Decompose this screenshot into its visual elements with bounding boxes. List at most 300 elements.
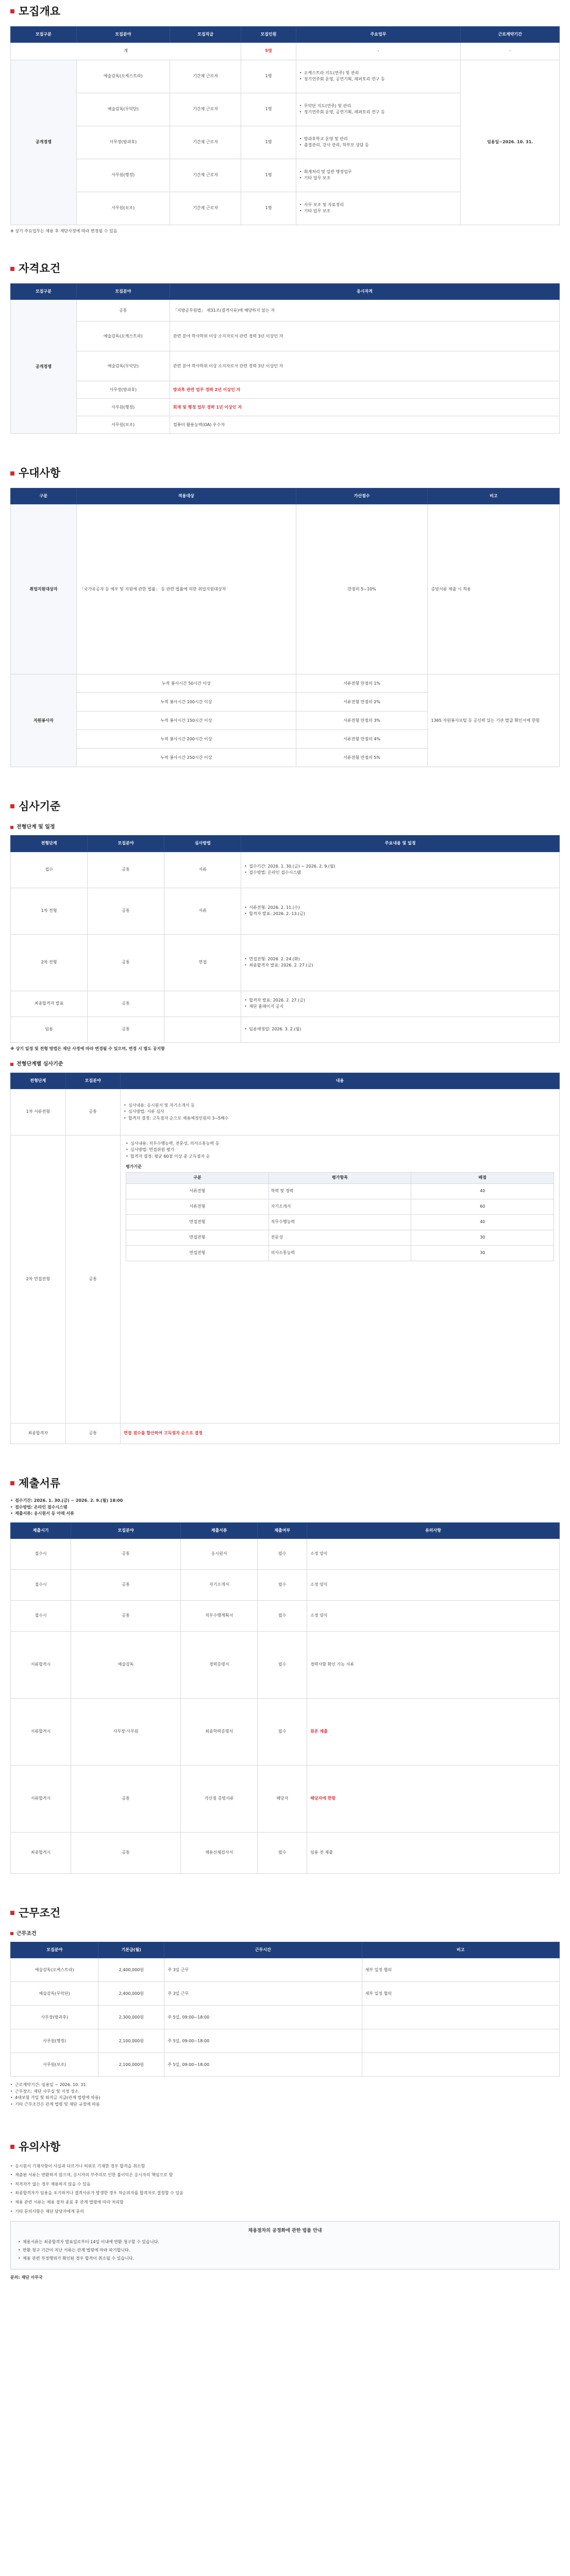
- table-row: [11, 934, 560, 991]
- cell: 필수: [258, 1631, 307, 1698]
- th: 근무시간: [164, 1942, 362, 1958]
- table-row: [11, 1089, 560, 1135]
- cell: 2,300,000원: [98, 2006, 164, 2029]
- cell: 공통: [71, 1538, 181, 1569]
- list-item: • 제출서류: 응시원서 등 아래 서류: [10, 1511, 560, 1517]
- field-cell: 공통: [88, 934, 164, 991]
- total-label: 계: [11, 42, 241, 60]
- list-item: • 심사방법: 서류 심사: [124, 1109, 556, 1115]
- th: 전형단계: [11, 836, 88, 852]
- cell: [362, 2053, 559, 2077]
- cell: 서류전형: [126, 1199, 269, 1214]
- table-row: [11, 1832, 560, 1873]
- cell: 주 5일, 09:00~18:00: [164, 2006, 362, 2029]
- text-cell: 방과후 관련 업무 경력 2년 이상인 자: [170, 381, 559, 399]
- list-item: • 최종합격자 발표: 2026. 2. 27.(금): [244, 962, 556, 969]
- table-row: [11, 1631, 560, 1698]
- stage-cell: 임용: [11, 1016, 88, 1042]
- text-cell: 컴퓨터 활용능력(OA) 우수자: [170, 416, 559, 434]
- eval-title: 평가기준: [126, 1164, 142, 1170]
- rank-cell: 기간제 근로자: [170, 93, 241, 126]
- num-cell: 1명: [241, 192, 296, 225]
- subsection-title: [10, 1060, 560, 1069]
- cell: 자기소개서: [181, 1569, 258, 1600]
- list-item: • 기타 업무 보조: [299, 208, 458, 214]
- cell: 해당자: [258, 1765, 307, 1832]
- items-cell: [241, 991, 560, 1016]
- tasks-cell: [296, 93, 461, 126]
- tasks-cell: [296, 126, 461, 159]
- list-item: • 서류전형: 2026. 2. 11.(수): [244, 905, 556, 911]
- stage-cell: 접수: [11, 852, 88, 888]
- cell: 30: [411, 1230, 554, 1245]
- table-row: [11, 2006, 560, 2029]
- field-cell: 사무원(행정): [76, 159, 170, 192]
- cell: 40: [411, 1214, 554, 1230]
- list-item: • 근무장소: 재단 사무실 및 지정 장소: [10, 2089, 560, 2095]
- list-item: • 무악단 지도(연주) 및 관리: [299, 103, 458, 109]
- table-row: [126, 1214, 554, 1230]
- section-title: [10, 798, 560, 815]
- table-row: [11, 416, 560, 434]
- th: 적용대상: [76, 488, 296, 504]
- cell: 2,100,000원: [98, 2053, 164, 2077]
- cell: 예술감독(오케스트라): [11, 1958, 98, 1982]
- field-cell: 사무원(보조): [76, 192, 170, 225]
- th: 가산점수: [296, 488, 428, 504]
- th: 제출시기: [11, 1522, 71, 1538]
- table-row: [11, 1423, 560, 1444]
- section-title-text: 자격요건: [19, 262, 61, 275]
- list-item: • 제출된 서류는 반환하지 않으며, 응시자의 부주의로 인한 불이익은 응시자의 책임으로 함: [10, 2171, 560, 2180]
- cell: 2,400,000원: [98, 1958, 164, 1982]
- overview-table: [10, 26, 560, 225]
- table-row: [11, 1569, 560, 1600]
- list-item: • 기타 업무 보조: [299, 175, 458, 181]
- list-item: • 4대보험 가입 및 퇴직금 지급(관계 법령에 따름): [10, 2095, 560, 2101]
- square-bullet-icon: [10, 471, 14, 476]
- items-cell: [241, 934, 560, 991]
- th: 제출서류: [181, 1522, 258, 1538]
- table-row: [126, 1183, 554, 1199]
- table-row: [11, 888, 560, 934]
- footnote: ※ 상기 주요업무는 채용 후 재단사정에 따라 변경될 수 있음: [10, 228, 118, 233]
- items-cell: 면접 점수를 합산하여 고득점자 순으로 결정: [121, 1423, 560, 1444]
- section-title-text: 제출서류: [19, 1477, 61, 1489]
- table-row: [11, 351, 560, 381]
- section-documents: [10, 1475, 560, 1874]
- cell: -: [461, 42, 560, 60]
- subsection-title: [10, 1930, 560, 1938]
- method-cell: 서류: [164, 852, 241, 888]
- field-cell: 공통: [65, 1089, 121, 1135]
- method-cell: [164, 1016, 241, 1042]
- items-cell: [241, 1016, 560, 1042]
- th: 내용: [121, 1073, 560, 1089]
- list-item: • 임용예정일: 2026. 3. 2.(월): [244, 1026, 556, 1032]
- cell: 응시원서: [181, 1538, 258, 1569]
- cell: 서류합격시: [11, 1698, 71, 1765]
- points-cell: 서류전형 만점의 2%: [296, 693, 428, 711]
- th: 주요업무: [296, 26, 461, 42]
- th: 모집인원: [241, 26, 296, 42]
- cell: 채용신체검사서: [181, 1832, 258, 1873]
- field-cell: 사무장(방과후): [76, 126, 170, 159]
- points-cell: 서류전형 만점의 1%: [296, 674, 428, 693]
- cell: 면접전형: [126, 1214, 269, 1230]
- list-item: • 사무 보조 및 자료정리: [299, 202, 458, 208]
- square-bullet-icon: [10, 804, 14, 808]
- subsection-title-text: 전형단계별 심사기준: [16, 1061, 63, 1067]
- table-row: [11, 1135, 560, 1423]
- points-cell: 서류전형 만점의 3%: [296, 711, 428, 730]
- cell: 필수: [258, 1569, 307, 1600]
- cell: 임용 전 제출: [307, 1832, 560, 1873]
- field-cell: 예술감독(오케스트라): [76, 321, 170, 351]
- points-cell: 만점의 5~10%: [296, 504, 428, 674]
- items-cell: [241, 852, 560, 888]
- rank-cell: 기간제 근로자: [170, 60, 241, 93]
- rank-cell: 기간제 근로자: [170, 192, 241, 225]
- list-item: • 오케스트라 지도(연주) 및 관리: [299, 70, 458, 76]
- cell: 세부 일정 협의: [362, 1958, 559, 1982]
- field-cell: 공통: [88, 991, 164, 1016]
- table-row: [11, 300, 560, 321]
- cell: 전문성: [269, 1230, 411, 1245]
- table-row: [11, 1958, 560, 1982]
- section-title: [10, 465, 560, 482]
- contract-cell: 임용일~2026. 10. 31.: [461, 60, 560, 225]
- field-cell: 예술감독(오케스트라): [76, 60, 170, 93]
- th: 배점: [411, 1173, 554, 1183]
- bullet-icon: [10, 826, 13, 829]
- cell: 소정 양식: [307, 1538, 560, 1569]
- cell: 직무수행계획서: [181, 1600, 258, 1631]
- subsection-title: [10, 823, 560, 832]
- th: 모집분야: [76, 26, 170, 42]
- cell: 해당자에 한함: [307, 1765, 560, 1832]
- th: 모집분야: [88, 836, 164, 852]
- category-cell: 취업지원대상자: [11, 504, 77, 674]
- cell: [362, 2029, 559, 2053]
- points-cell: 서류전형 만점의 5%: [296, 749, 428, 767]
- conditions-notes: [10, 2082, 560, 2108]
- section-title: [10, 1475, 560, 1492]
- field-cell: 예술감독(무악단): [76, 351, 170, 381]
- tasks-cell: [296, 60, 461, 93]
- field-cell: 공통: [65, 1423, 121, 1444]
- th: 주요내용 및 일정: [241, 836, 560, 852]
- cell: 세부 일정 협의: [362, 1982, 559, 2006]
- cell: 공통: [71, 1600, 181, 1631]
- notice-box: [10, 2221, 560, 2269]
- table-row: [11, 1016, 560, 1042]
- target-cell: 누적 봉사시간 100시간 이상: [76, 693, 296, 711]
- bullet-icon: [10, 1932, 13, 1935]
- th: 모집분야: [71, 1522, 181, 1538]
- th: 심사방법: [164, 836, 241, 852]
- stages-table: [10, 835, 560, 1042]
- total-count: 5명: [241, 42, 296, 60]
- cell: 서류합격시: [11, 1765, 71, 1832]
- cell: 경력사항 확인 가능 서류: [307, 1631, 560, 1698]
- list-item: • 반환 청구 기간이 지난 서류는 관계 법령에 따라 파기합니다.: [18, 2246, 552, 2255]
- num-cell: 1명: [241, 159, 296, 192]
- cell: 사무장(방과후): [11, 2006, 98, 2029]
- cell: 예술감독(무악단): [11, 1982, 98, 2006]
- cell: [362, 2006, 559, 2029]
- stage-cell: 1차 전형: [11, 888, 88, 934]
- cell: 직무수행능력: [269, 1214, 411, 1230]
- th: 평가항목: [269, 1173, 411, 1183]
- num-cell: 1명: [241, 93, 296, 126]
- list-item: • 면접전형: 2026. 2. 24.(화): [244, 956, 556, 962]
- preferences-table: [10, 488, 560, 767]
- stage-cell: 1차 서류전형: [11, 1089, 66, 1135]
- target-cell: 누적 봉사시간 150시간 이상: [76, 711, 296, 730]
- method-cell: 면접: [164, 934, 241, 991]
- qualifications-table: [10, 283, 560, 434]
- square-bullet-icon: [10, 2145, 14, 2149]
- cell: 공통: [71, 1832, 181, 1873]
- text-cell: 회계 및 행정 업무 경력 1년 이상인 자: [170, 399, 559, 416]
- field-cell: 사무원(보조): [76, 416, 170, 434]
- list-item: • 채용서류는 최종합격자 발표일로부터 14일 이내에 반환 청구할 수 있습니다.: [18, 2238, 552, 2246]
- table-row: [11, 399, 560, 416]
- tasks-cell: [296, 159, 461, 192]
- th: 응시자격: [170, 283, 559, 299]
- th: 비고: [362, 1942, 559, 1958]
- points-cell: 서류전형 만점의 4%: [296, 730, 428, 749]
- field-cell: 공통: [88, 852, 164, 888]
- list-item: • 합격자 결정: 평균 60점 이상 중 고득점자 순: [126, 1154, 554, 1160]
- cell: 원본 제출: [307, 1698, 560, 1765]
- list-item: • 기타 문의사항은 재단 담당자에게 문의: [10, 2207, 560, 2216]
- list-item: • 채용 관련 부정행위가 확인된 경우 합격이 취소될 수 있습니다.: [18, 2255, 552, 2263]
- num-cell: 1명: [241, 126, 296, 159]
- method-cell: 서류: [164, 888, 241, 934]
- table-row: [11, 2029, 560, 2053]
- cell: 면접전형: [126, 1245, 269, 1261]
- field-cell: 공통: [65, 1135, 121, 1423]
- contact-info: 문의: 재단 사무국: [10, 2275, 43, 2280]
- items-cell: [121, 1089, 560, 1135]
- notice-box-title: 채용절차의 공정화에 관한 법률 안내: [248, 2228, 322, 2234]
- list-item: • 기타 근무조건은 관계 법령 및 재단 규정에 따름: [10, 2102, 560, 2108]
- category-cell: 자원봉사자: [11, 674, 77, 767]
- section-title: [10, 1905, 560, 1922]
- section-title-text: 모집개요: [19, 5, 61, 18]
- items-cell: [121, 1135, 560, 1423]
- spacer: [126, 1263, 554, 1418]
- group-cell: 공개경쟁: [11, 300, 77, 434]
- cell: 2,100,000원: [98, 2029, 164, 2053]
- num-cell: 1명: [241, 60, 296, 93]
- stage-cell: 최종합격자: [11, 1423, 66, 1444]
- th: 모집분야: [76, 283, 170, 299]
- text-cell: 관련 분야 학사학위 이상 소지자로서 관련 경력 3년 이상인 자: [170, 351, 559, 381]
- list-item: • 최종합격자가 임용을 포기하거나 결격사유가 발생한 경우 차순위자를 합격자로 결정할 수 있음: [10, 2189, 560, 2198]
- criteria-table: [10, 1073, 560, 1444]
- rank-cell: 기간제 근로자: [170, 159, 241, 192]
- section-title-text: 우대사항: [19, 467, 61, 480]
- table-row: [11, 1982, 560, 2006]
- list-item: • 방과후학교 운영 및 관리: [299, 136, 458, 142]
- text-cell: 관련 분야 학사학위 이상 소지자로서 관련 경력 3년 이상인 자: [170, 321, 559, 351]
- items-cell: [241, 888, 560, 934]
- th: 기본급(월): [98, 1942, 164, 1958]
- section-title: [10, 2139, 560, 2156]
- field-cell: 사무원(행정): [76, 399, 170, 416]
- table-row: [11, 674, 560, 693]
- table-row: [11, 1698, 560, 1765]
- cell: 서류합격시: [11, 1631, 71, 1698]
- target-cell: 「국가유공자 등 예우 및 지원에 관한 법률」 등 관련 법률에 의한 취업지원대상자: [76, 504, 296, 674]
- th: 근로계약기간: [461, 26, 560, 42]
- table-row: [126, 1230, 554, 1245]
- cell: 사무원(행정): [11, 2029, 98, 2053]
- section-conditions: [10, 1905, 560, 2108]
- cell: 예술감독: [71, 1631, 181, 1698]
- cell: 자기소개서: [269, 1199, 411, 1214]
- list-item: • 접수기간: 2026. 1. 30.(금) ~ 2026. 2. 9.(월): [244, 863, 556, 870]
- cell: 면접전형: [126, 1230, 269, 1245]
- rank-cell: 기간제 근로자: [170, 126, 241, 159]
- table-row: [11, 1600, 560, 1631]
- cell: 주 3일 근무: [164, 1982, 362, 2006]
- section-qualifications: [10, 260, 560, 434]
- conditions-table: [10, 1942, 560, 2077]
- th: 비고: [428, 488, 560, 504]
- section-notices: [10, 2139, 560, 2281]
- cell: 필수: [258, 1698, 307, 1765]
- table-row: [11, 321, 560, 351]
- list-item: • 회계처리 및 일반 행정업무: [299, 169, 458, 175]
- th: 구분: [11, 488, 77, 504]
- list-item: • 심사내용: 응시원서 및 자기소개서 등: [124, 1103, 556, 1109]
- list-item: • 근로계약기간: 임용일 ~ 2026. 10. 31.: [10, 2082, 560, 2088]
- list-item: • 출결관리, 강사 관리, 학부모 상담 등: [299, 142, 458, 148]
- field-cell: 공통: [88, 888, 164, 934]
- square-bullet-icon: [10, 1481, 14, 1485]
- th: 모집구분: [11, 26, 77, 42]
- th: 전형단계: [11, 1073, 66, 1089]
- th: 구분: [126, 1173, 269, 1183]
- list-item: • 합격자 결정: 고득점자 순으로 채용예정인원의 3~5배수: [124, 1115, 556, 1122]
- cell: 접수시: [11, 1569, 71, 1600]
- cell: 서류전형: [126, 1183, 269, 1199]
- notices-list: [10, 2162, 560, 2216]
- list-item: • 채용 관련 서류는 채용 절차 종료 후 관계 법령에 따라 처리함: [10, 2198, 560, 2207]
- list-item: • 심사방법: 면접위원 평가: [126, 1147, 554, 1153]
- table-row: [126, 1245, 554, 1261]
- text-cell: 「지방공무원법」 제31조(결격사유)에 해당하지 않는 자: [170, 300, 559, 321]
- list-item: • 정기연주회 운영, 공연기획, 레퍼토리 연구 등: [299, 109, 458, 115]
- table-row: [126, 1199, 554, 1214]
- cell: 접수시: [11, 1600, 71, 1631]
- cell: 사무원(보조): [11, 2053, 98, 2077]
- target-cell: 누적 봉사시간 200시간 이상: [76, 730, 296, 749]
- cell: 2,400,000원: [98, 1982, 164, 2006]
- note-cell: 증빙서류 제출 시 적용: [428, 504, 560, 674]
- notice-box-list: [18, 2238, 552, 2263]
- th: 모집직급: [170, 26, 241, 42]
- stage-cell: 2차 면접전형: [11, 1135, 66, 1423]
- section-title: [10, 3, 560, 20]
- submission-info: [10, 1498, 560, 1517]
- subsection-title-text: 전형단계 및 일정: [16, 824, 55, 830]
- field-cell: 공통: [76, 300, 170, 321]
- th: 모집분야: [65, 1073, 121, 1089]
- section-overview: [10, 3, 560, 234]
- section-criteria: [10, 798, 560, 1444]
- table-row: [11, 991, 560, 1016]
- list-item: • 합격자 발표: 2026. 2. 27.(금): [244, 997, 556, 1004]
- cell: 필수: [258, 1832, 307, 1873]
- table-row: [11, 381, 560, 399]
- table-row: [11, 852, 560, 888]
- tasks-cell: [296, 192, 461, 225]
- field-cell: 공통: [88, 1016, 164, 1042]
- list-item: • 적격자가 없는 경우 채용하지 않을 수 있음: [10, 2180, 560, 2189]
- table-row: [11, 1765, 560, 1832]
- target-cell: 누적 봉사시간 50시간 이상: [76, 674, 296, 693]
- table-row: [11, 1538, 560, 1569]
- list-item: • 재단 홈페이지 공지: [244, 1004, 556, 1010]
- cell: 경력증명서: [181, 1631, 258, 1698]
- field-cell: 사무장(방과후): [76, 381, 170, 399]
- list-item: • 정기연주회 운영, 공연기획, 레퍼토리 연구 등: [299, 76, 458, 82]
- cell: 필수: [258, 1538, 307, 1569]
- cell: 의사소통능력: [269, 1245, 411, 1261]
- th: 제출여부: [258, 1522, 307, 1538]
- table-row: [11, 2053, 560, 2077]
- cell: 필수: [258, 1600, 307, 1631]
- cell: 공통: [71, 1765, 181, 1832]
- th: 모집분야: [11, 1942, 98, 1958]
- cell: 공통: [71, 1569, 181, 1600]
- cell: 주 3일 근무: [164, 1958, 362, 1982]
- documents-table: [10, 1522, 560, 1874]
- section-title: [10, 260, 560, 277]
- cell: 60: [411, 1199, 554, 1214]
- section-title-text: 심사기준: [19, 800, 61, 813]
- group-cell: 공개경쟁: [11, 60, 77, 225]
- bullet-icon: [10, 1063, 13, 1066]
- subsection-title-text: 근무조건: [16, 1930, 37, 1937]
- cell: 접수시: [11, 1538, 71, 1569]
- footnote: ※ 상기 일정 및 전형 방법은 재단 사정에 따라 변경될 수 있으며, 변경 시 별도 공지함: [10, 1046, 165, 1051]
- cell: -: [296, 42, 461, 60]
- target-cell: 누적 봉사시간 250시간 이상: [76, 749, 296, 767]
- field-cell: 예술감독(무악단): [76, 93, 170, 126]
- list-item: • 응시원서 기재사항이 사실과 다르거나 허위로 기재한 경우 합격을 취소함: [10, 2162, 560, 2171]
- cell: 소정 양식: [307, 1600, 560, 1631]
- list-item: • 합격자 발표: 2026. 2. 13.(금): [244, 911, 556, 917]
- cell: 주 5일, 09:00~18:00: [164, 2029, 362, 2053]
- th: 모집구분: [11, 283, 77, 299]
- note-cell: 1365 자원봉사포털 등 공신력 있는 기관 발급 확인서에 한함: [428, 674, 560, 767]
- cell: 학력 및 경력: [269, 1183, 411, 1199]
- square-bullet-icon: [10, 1911, 14, 1915]
- cell: 30: [411, 1245, 554, 1261]
- stage-cell: 최종합격자 발표: [11, 991, 88, 1016]
- list-item: • 접수방법: 온라인 접수시스템: [10, 1504, 560, 1511]
- th: 유의사항: [307, 1522, 560, 1538]
- table-row: [11, 504, 560, 674]
- table-row: [11, 60, 560, 93]
- list-item: • 접수기간: 2026. 1. 30.(금) ~ 2026. 2. 9.(월) 18:00: [10, 1498, 560, 1504]
